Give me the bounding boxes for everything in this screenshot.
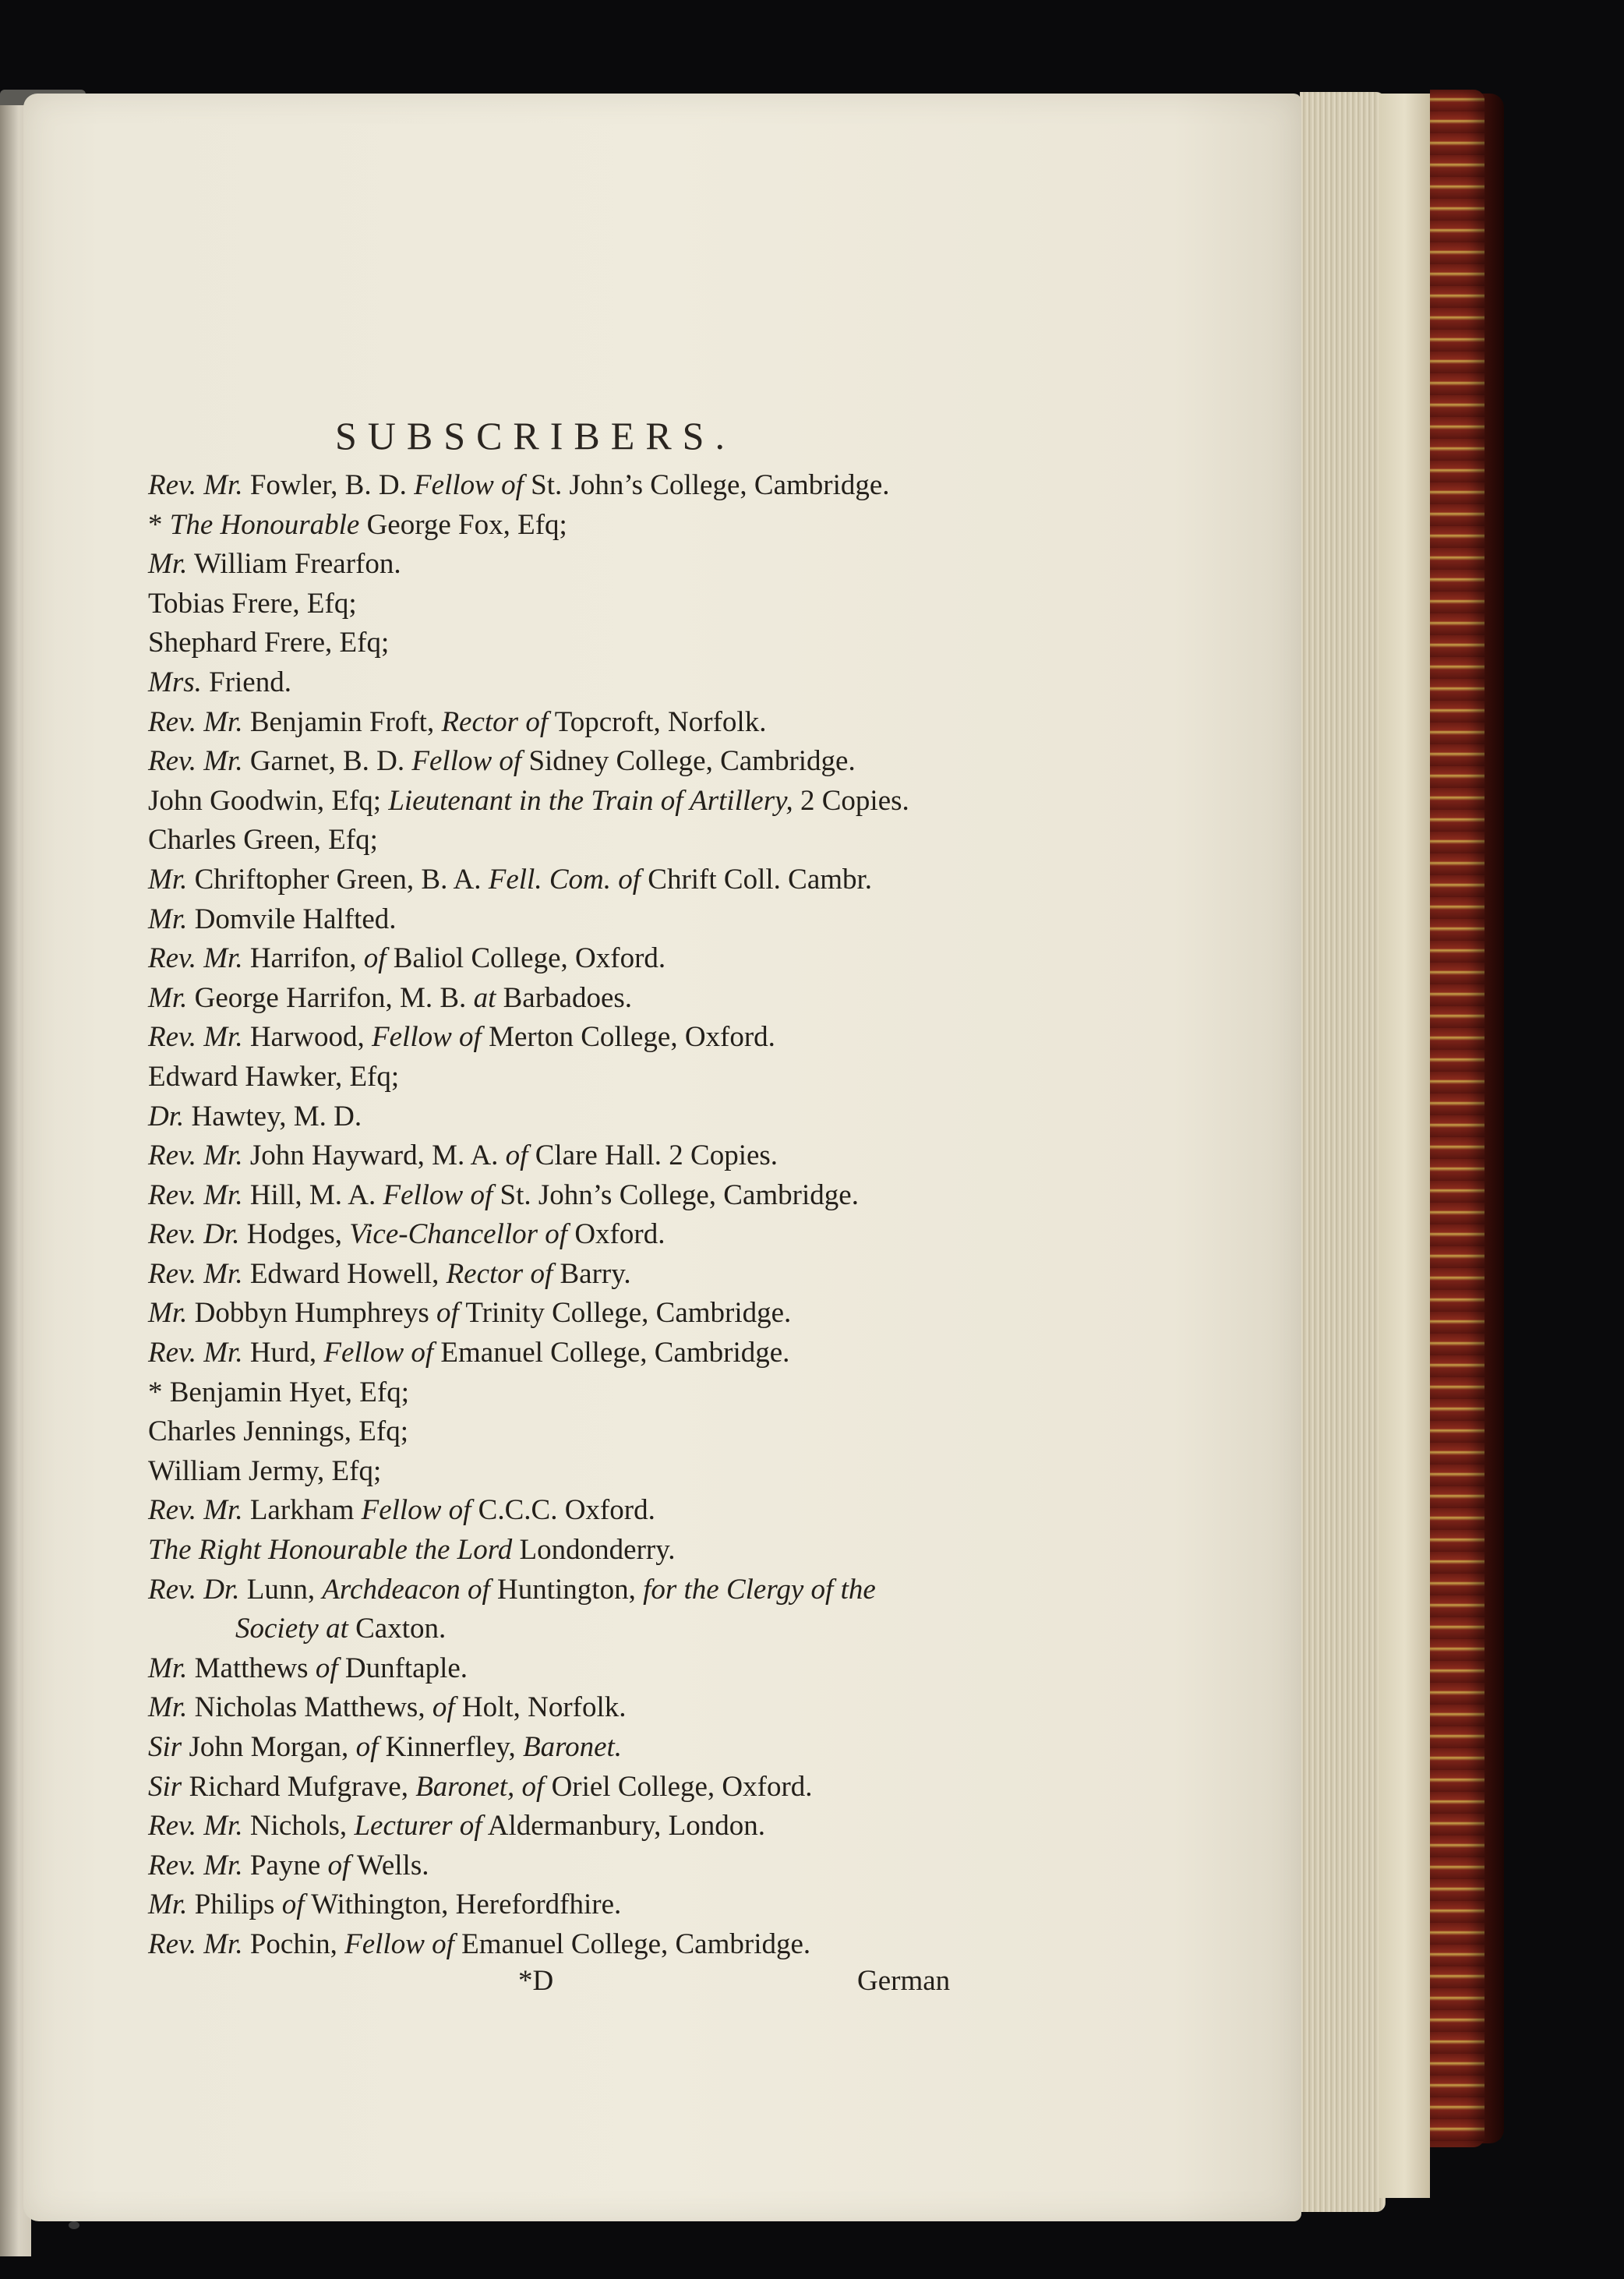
subscriber-entry — [148, 1294, 974, 1334]
entry-segment: Harrifon, — [242, 942, 364, 975]
entry-segment: Kinnerfley, — [378, 1731, 523, 1763]
entry-segment: Mr. — [148, 863, 188, 896]
entry-segment: Rev. Dr. — [148, 1573, 240, 1606]
entry-segment: Clare Hall. 2 Copies. — [528, 1140, 778, 1172]
subscriber-entry — [148, 1058, 974, 1097]
subscriber-entry — [148, 1373, 974, 1413]
entry-segment: Merton College, Oxford. — [481, 1021, 775, 1054]
subscriber-entry — [148, 1885, 974, 1925]
entry-segment: Sir — [148, 1770, 182, 1803]
entry-segment: Mr. — [148, 1889, 188, 1921]
entry-segment: The Honourable — [169, 508, 360, 541]
entry-segment: George Harrifon, M. B. — [187, 981, 474, 1014]
subscriber-entry — [148, 979, 974, 1019]
entry-segment: Baronet, of — [415, 1770, 545, 1803]
entry-segment: Tobias Frere, Efq; — [148, 587, 357, 620]
entry-segment: Holt, Norfolk. — [454, 1691, 627, 1724]
entry-segment: Rector of — [441, 705, 549, 738]
subscriber-entry — [148, 466, 974, 506]
entry-segment: for the Clergy of the — [643, 1573, 876, 1606]
entry-segment: Rev. Mr. — [148, 1337, 243, 1369]
entry-segment: of — [436, 1297, 459, 1330]
entry-segment: Aldermanbury, London. — [482, 1810, 765, 1843]
entry-segment: Oriel College, Oxford. — [544, 1770, 813, 1803]
subscriber-entry — [148, 1807, 974, 1846]
subscriber-entry — [148, 742, 974, 782]
entry-segment: Rev. Mr. — [148, 1140, 243, 1172]
subscriber-entry — [148, 1649, 974, 1689]
subscriber-entry — [148, 545, 974, 585]
subscriber-entry — [148, 1215, 974, 1255]
page-block-inner — [1379, 94, 1430, 2198]
subscriber-entry — [148, 900, 974, 940]
subscriber-entry — [148, 1255, 974, 1295]
entry-segment: Shephard Frere, Efq; — [148, 627, 390, 659]
entry-segment: Trinity College, Cambridge. — [458, 1297, 792, 1330]
entry-segment: Vice-Chancellor of — [349, 1218, 568, 1251]
entry-segment: Society at — [235, 1613, 348, 1645]
entry-segment: of — [315, 1652, 338, 1684]
entry-segment: Rev. Mr. — [148, 1849, 243, 1882]
page-header: SUBSCRIBERS. — [335, 414, 736, 458]
entry-segment: Nicholas Matthews, — [187, 1691, 432, 1724]
entry-segment: Friend. — [201, 666, 291, 698]
entry-segment: Hill, M. A. — [242, 1178, 383, 1211]
subscriber-entry — [148, 1018, 974, 1058]
entry-segment: Mr. — [148, 1691, 188, 1724]
entry-segment: Rev. Mr. — [148, 1494, 243, 1527]
entry-segment: Oxford. — [567, 1218, 665, 1251]
entry-segment: Rector of — [446, 1257, 553, 1290]
entry-segment: of — [281, 1889, 305, 1921]
subscriber-entry — [148, 1412, 974, 1452]
entry-segment: Rev. Mr. — [148, 745, 243, 778]
book-page — [23, 94, 1301, 2221]
subscriber-entry — [148, 782, 974, 822]
subscriber-entry — [148, 821, 974, 860]
entry-segment: Huntington, — [489, 1573, 644, 1606]
entry-segment: Hodges, — [239, 1218, 350, 1251]
page-block-edges — [1300, 92, 1386, 2212]
entry-segment: Rev. Mr. — [148, 942, 243, 975]
entry-segment: Rev. Mr. — [148, 1021, 243, 1054]
entry-segment: of — [432, 1691, 455, 1724]
catchword: German — [857, 1965, 951, 1997]
entry-segment: Emanuel College, Cambridge. — [454, 1927, 811, 1960]
entry-segment: Fellow of — [323, 1337, 434, 1369]
entry-segment: Fell. Com. of — [488, 863, 641, 896]
entry-segment: Hawtey, M. D. — [184, 1100, 362, 1132]
subscriber-entry — [148, 1846, 974, 1886]
entry-segment: Edward Hawker, Efq; — [148, 1060, 400, 1093]
subscriber-entry — [148, 1491, 974, 1531]
entry-segment: Rev. Mr. — [148, 705, 243, 738]
subscriber-entry — [148, 1688, 974, 1728]
subscriber-entry — [148, 1925, 974, 1965]
entry-segment: Dobbyn Humphreys — [187, 1297, 436, 1330]
entry-segment: Fellow of — [383, 1178, 493, 1211]
entry-segment: of — [327, 1849, 351, 1882]
subscriber-entry — [148, 1609, 974, 1649]
subscriber-entry — [148, 1334, 974, 1373]
entry-segment: Barbadoes. — [496, 981, 633, 1014]
entry-segment: John Goodwin, Efq; — [148, 784, 389, 817]
entry-segment: Pochin, — [242, 1927, 345, 1960]
entry-segment: Edward Howell, — [242, 1257, 447, 1290]
entry-segment: Mr. — [148, 1652, 188, 1684]
entry-segment: Topcroft, Norfolk. — [548, 705, 767, 738]
book-spine — [1430, 90, 1485, 2147]
entry-segment: Mr. — [148, 1297, 188, 1330]
entry-segment: John Hayward, M. A. — [242, 1140, 506, 1172]
entry-segment: Hurd, — [242, 1337, 324, 1369]
entry-segment: Fellow of — [344, 1927, 454, 1960]
subscriber-entry — [148, 1728, 974, 1768]
entry-segment: Matthews — [187, 1652, 316, 1684]
entry-segment: Rev. Dr. — [148, 1218, 240, 1251]
entry-segment: William Frearfon. — [187, 548, 401, 581]
entry-segment: Payne — [242, 1849, 328, 1882]
entry-segment: Rev. Mr. — [148, 1927, 243, 1960]
subscriber-entry — [148, 663, 974, 703]
entry-segment: St. John’s College, Cambridge. — [492, 1178, 859, 1211]
entry-segment: Domvile Halfted. — [187, 903, 397, 935]
entry-segment: Baliol College, Oxford. — [386, 942, 666, 975]
entry-segment: Lecturer of — [354, 1810, 482, 1843]
entry-segment: 2 Copies. — [793, 784, 909, 817]
subscriber-entry — [148, 624, 974, 663]
entry-segment: Chriftopher Green, B. A. — [187, 863, 489, 896]
subscriber-entry — [148, 1768, 974, 1807]
entry-segment: Mrs. — [148, 666, 202, 698]
entry-segment: Rev. Mr. — [148, 1810, 243, 1843]
entry-segment: Baronet. — [522, 1731, 623, 1763]
entry-segment: Chrift Coll. Cambr. — [641, 863, 873, 896]
entry-segment: Fellow of — [414, 469, 524, 501]
entry-segment: Charles Jennings, Efq; — [148, 1415, 408, 1448]
entry-segment: Fellow of — [361, 1494, 471, 1527]
entry-segment: Philips — [187, 1889, 282, 1921]
subscriber-entry — [148, 1176, 974, 1216]
signature-mark: *D — [518, 1965, 554, 1997]
entry-segment: at — [473, 981, 496, 1014]
entry-segment: Fellow of — [411, 745, 522, 778]
entry-segment: Benjamin Froft, — [242, 705, 442, 738]
subscriber-entry — [148, 1531, 974, 1571]
subscriber-entry — [148, 939, 974, 979]
entry-segment: Nichols, — [242, 1810, 355, 1843]
entry-segment: Caxton. — [348, 1613, 447, 1645]
subscriber-entry — [148, 1571, 974, 1610]
subscriber-entry — [148, 1136, 974, 1176]
entry-segment: * — [148, 508, 170, 541]
entry-segment: Emanuel College, Cambridge. — [433, 1337, 790, 1369]
entry-segment: Lunn, — [239, 1573, 323, 1606]
entry-segment: Londonderry. — [512, 1534, 676, 1567]
entry-segment: The Right Honourable the Lord — [148, 1534, 513, 1567]
entry-segment: of — [505, 1140, 528, 1172]
subscriber-list — [148, 466, 974, 1965]
entry-segment: Richard Mufgrave, — [182, 1770, 416, 1803]
entry-segment: Sir — [148, 1731, 182, 1763]
entry-segment: Fellow of — [372, 1021, 482, 1054]
subscriber-entry — [148, 703, 974, 743]
entry-segment: Harwood, — [242, 1021, 372, 1054]
entry-segment: Charles Green, Efq; — [148, 824, 378, 857]
entry-segment: * Benjamin Hyet, Efq; — [148, 1376, 409, 1408]
entry-segment: of — [355, 1731, 379, 1763]
entry-segment: Dunftaple. — [337, 1652, 468, 1684]
entry-segment: Garnet, B. D. — [242, 745, 412, 778]
entry-segment: St. John’s College, Cambridge. — [523, 469, 890, 501]
entry-segment: Withington, Herefordfhire. — [304, 1889, 622, 1921]
entry-segment: Larkham — [242, 1494, 362, 1527]
subscriber-entry — [148, 506, 974, 546]
entry-segment: Mr. — [148, 548, 188, 581]
subscriber-entry — [148, 1452, 974, 1492]
entry-segment: Archdeacon of — [322, 1573, 490, 1606]
entry-segment: Rev. Mr. — [148, 469, 243, 501]
entry-segment: Dr. — [148, 1100, 185, 1132]
subscriber-entry — [148, 860, 974, 900]
dust-speck — [69, 2221, 79, 2229]
entry-segment: of — [363, 942, 387, 975]
entry-segment: Mr. — [148, 903, 188, 935]
subscriber-entry — [148, 1097, 974, 1137]
entry-segment: Wells. — [350, 1849, 429, 1882]
entry-segment: Mr. — [148, 981, 188, 1014]
entry-segment: Sidney College, Cambridge. — [521, 745, 856, 778]
entry-segment: Rev. Mr. — [148, 1257, 243, 1290]
entry-segment: John Morgan, — [182, 1731, 356, 1763]
entry-segment: Lieutenant in the Train of Artillery, — [388, 784, 793, 817]
entry-segment: Barry. — [553, 1257, 631, 1290]
entry-segment: C.C.C. Oxford. — [471, 1494, 655, 1527]
subscriber-entry — [148, 585, 974, 624]
entry-segment: Fowler, B. D. — [242, 469, 415, 501]
entry-segment: William Jermy, Efq; — [148, 1454, 382, 1487]
entry-segment: Rev. Mr. — [148, 1178, 243, 1211]
entry-segment: George Fox, Efq; — [359, 508, 567, 541]
